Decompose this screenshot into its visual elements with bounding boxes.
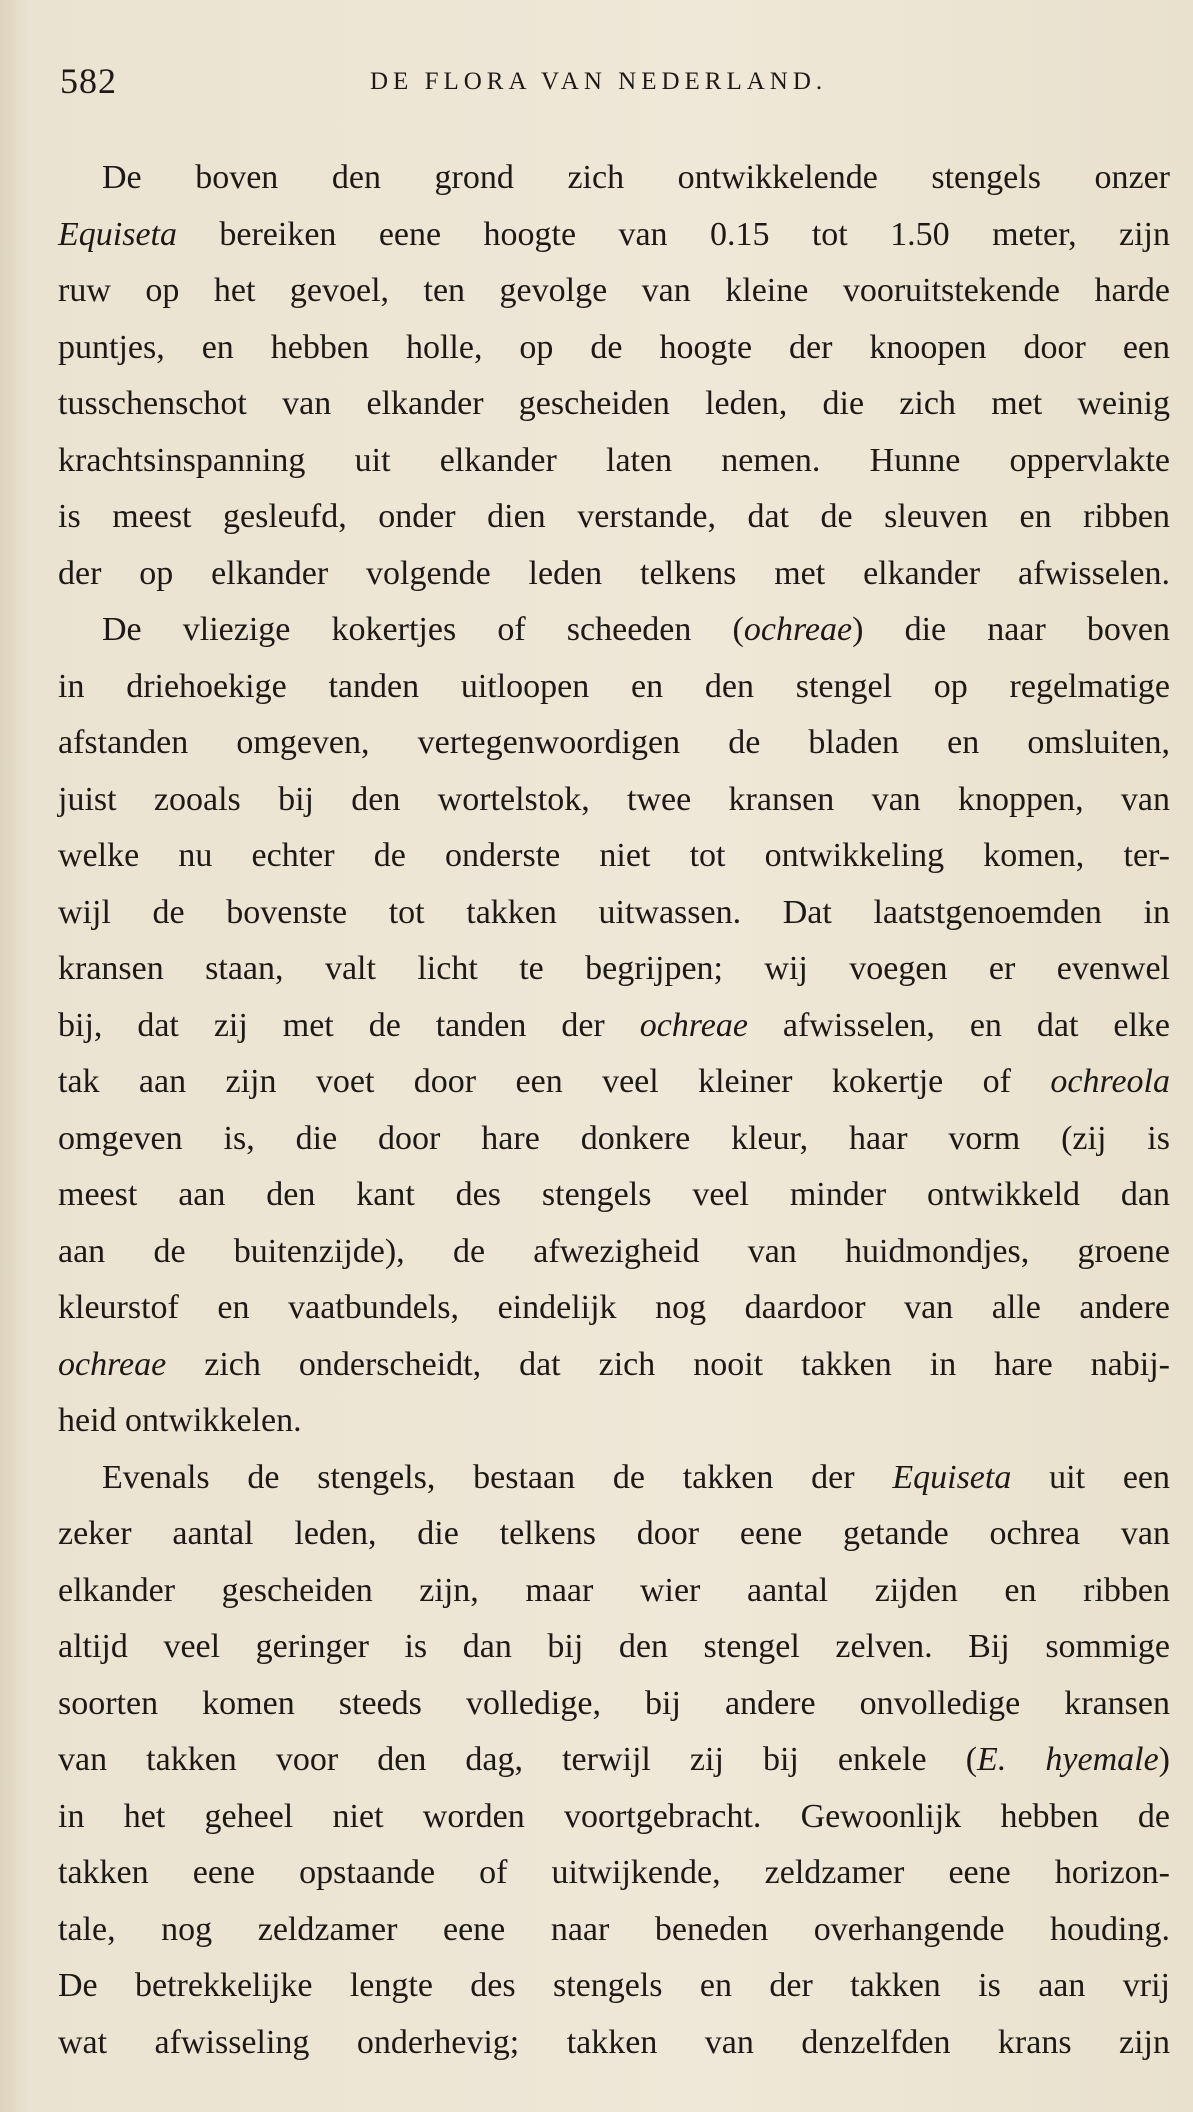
text-line: tusschenschot van elkander gescheiden leden, die zich met weinig bbox=[58, 385, 1170, 422]
text-line: aan de buitenzijde), de afwezigheid van huidmondjes, groene bbox=[58, 1232, 1170, 1270]
text-line: soorten komen steeds volledige, bij andere onvolledige kransen bbox=[58, 1684, 1170, 1722]
text-line: De betrekkelijke lengte des stengels en der takken is aan vrij bbox=[58, 1967, 1170, 2004]
text-line: omgeven is, die door hare donkere kleur, haar vorm (zij is bbox=[58, 1119, 1170, 1157]
text-line: altijd veel geringer is dan bij den stengel zelven. Bij sommige bbox=[58, 1628, 1170, 1665]
body-text bbox=[58, 150, 1170, 2071]
text-line: ochreae zich onderscheidt, dat zich nooit takken in hare nabij- bbox=[58, 1345, 1170, 1383]
running-head bbox=[60, 60, 1150, 110]
text-line: der op elkander volgende leden telkens met elkander afwisselen. bbox=[58, 554, 1170, 592]
running-title: DE FLORA VAN NEDERLAND. bbox=[370, 68, 828, 95]
text-line: wijl de bovenste tot takken uitwassen. Dat laatstgenoemden in bbox=[58, 893, 1170, 931]
text-line: tale, nog zeldzamer eene naar beneden overhangende houding. bbox=[58, 1910, 1170, 1948]
text-line: wat afwisseling onderhevig; takken van denzelfden krans zijn bbox=[58, 2023, 1170, 2061]
text-line: takken eene opstaande of uitwijkende, zeldzamer eene horizon- bbox=[58, 1854, 1170, 1891]
text-line: elkander gescheiden zijn, maar wier aantal zijden en ribben bbox=[58, 1571, 1170, 1609]
text-line: De vliezige kokertjes of scheeden (ochreae) die naar boven bbox=[102, 611, 1170, 648]
text-line: bij, dat zij met de tanden der ochreae afwisselen, en dat elke bbox=[58, 1006, 1170, 1044]
text-line: is meest gesleufd, onder dien verstande, dat de sleuven en ribben bbox=[58, 498, 1170, 535]
text-line: welke nu echter de onderste niet tot ontwikkeling komen, ter- bbox=[58, 837, 1170, 874]
text-line: De boven den grond zich ontwikkelende stengels onzer bbox=[102, 159, 1170, 196]
text-line: zeker aantal leden, die telkens door eene getande ochrea van bbox=[58, 1515, 1170, 1552]
text-line: Equiseta bereiken eene hoogte van 0.15 tot 1.50 meter, zijn bbox=[58, 215, 1170, 253]
text-line: ruw op het gevoel, ten gevolge van kleine vooruitstekende harde bbox=[58, 272, 1170, 309]
text-line: Evenals de stengels, bestaan de takken der Equiseta uit een bbox=[102, 1458, 1170, 1496]
text-line: juist zooals bij den wortelstok, twee kransen van knoppen, van bbox=[58, 780, 1170, 818]
text-line: kransen staan, valt licht te begrijpen; wij voegen er evenwel bbox=[58, 950, 1170, 987]
text-line: in driehoekige tanden uitloopen en den stengel op regelmatige bbox=[58, 667, 1170, 705]
text-line: afstanden omgeven, vertegenwoordigen de bladen en omsluiten, bbox=[58, 724, 1170, 761]
text-line: meest aan den kant des stengels veel minder ontwikkeld dan bbox=[58, 1176, 1170, 1213]
text-line: heid ontwikkelen. bbox=[58, 1402, 302, 1439]
text-line: krachtsinspanning uit elkander laten nemen. Hunne oppervlakte bbox=[58, 441, 1170, 479]
text-line: van takken voor den dag, terwijl zij bij enkele (E. hyemale) bbox=[58, 1741, 1170, 1778]
text-line: in het geheel niet worden voortgebracht. Gewoonlijk hebben de bbox=[58, 1797, 1170, 1835]
text-line: kleurstof en vaatbundels, eindelijk nog daardoor van alle andere bbox=[58, 1289, 1170, 1326]
text-line: puntjes, en hebben holle, op de hoogte der knoopen door een bbox=[58, 328, 1170, 366]
text-line: tak aan zijn voet door een veel kleiner kokertje of ochreola bbox=[58, 1063, 1170, 1100]
page-number: 582 bbox=[60, 61, 117, 101]
